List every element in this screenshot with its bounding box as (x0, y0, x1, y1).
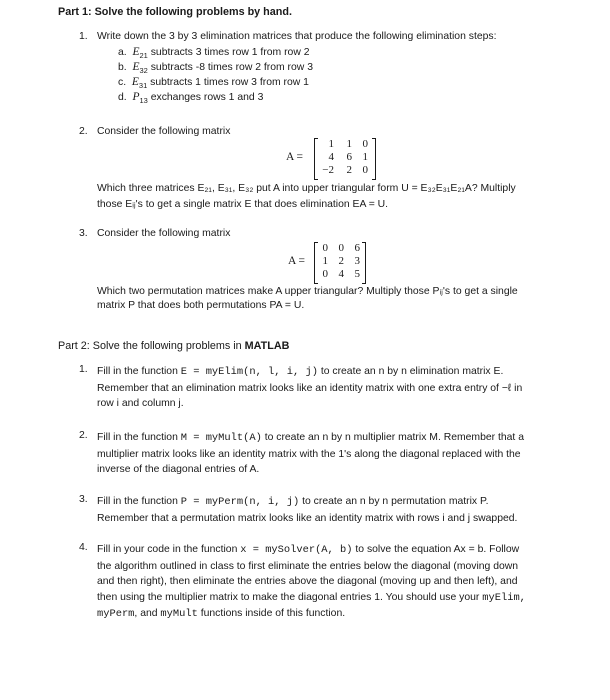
part2-q4-line3: and then right), then eliminate the entries above the diagonal (moving up and then left), and (97, 576, 518, 587)
part1-q1-number: 1. (79, 31, 88, 42)
part1-q2-number: 2. (79, 126, 88, 137)
matrix-cell: 0 (322, 242, 328, 254)
part2-q4-number: 4. (79, 542, 88, 553)
part2-q4-line1: Fill in your code in the function x = mySolver(A, b) to solve the equation Ax = b. Follow (97, 544, 520, 556)
matrix-right-bracket (372, 138, 376, 180)
matrix-cell: 2 (338, 255, 344, 267)
part1-q1-item-a: a. $E_{21}$ subtracts 3 times row 1 from row 2 (118, 46, 310, 61)
matrix-cell: 3 (354, 255, 360, 267)
part2-q2-line2: multiplier matrix looks like an identity matrix with the 1's along the diagonal replaced with the (97, 448, 521, 460)
part1-heading: Part 1: Solve the following problems by hand. (58, 6, 292, 18)
part1-q2-line1: Which three matrices E₂₁, E₃₁, E₃₂ put A into upper triangular form U = E₃₂E₃₁E₂₁A? Multiply (97, 183, 516, 194)
part2-q3-body (97, 494, 517, 526)
matrix-grid (318, 242, 368, 284)
part2-q1-line3: row i and column j. (97, 398, 184, 409)
part2-q1-body (97, 364, 522, 412)
matrix-cell: 5 (354, 268, 360, 280)
part1-q2-line2: those Eᵢⱼ's to get a single matrix E that does elimination EA = U. (97, 199, 389, 210)
matrix-label: A = (286, 151, 304, 163)
matrix-right-bracket (362, 242, 366, 284)
matrix-cell: 1 (346, 138, 352, 150)
matrix-cell: 1 (328, 138, 334, 150)
matrix-cell: 1 (322, 255, 328, 267)
part1-q1-text: Write down the 3 by 3 elimination matrices that produce the following elimination steps: (97, 31, 497, 42)
matrix-cell: 0 (322, 268, 328, 280)
part1-q2-matrix (286, 138, 386, 180)
part1-q3-line1: Which two permutation matrices make A upper triangular? Multiply those Pᵢⱼ's to get a single (97, 286, 518, 297)
matrix-cell: 1 (362, 151, 368, 163)
part2-q3-line2: Remember that a permutation matrix looks like an identity matrix with rows i and j swapped. (97, 512, 518, 524)
part2-heading: Part 2: Solve the following problems in MATLAB (58, 340, 290, 352)
part2-q1-line2: Remember that an elimination matrix looks like an identity matrix with one extra entry of −ℓ in (97, 382, 523, 394)
matrix-cell: 6 (346, 151, 352, 163)
part2-q3-line1: Fill in the function P = myPerm(n, i, j) to create an n by n permutation matrix P. (97, 496, 489, 508)
part1-q1-item-d: d. $P_{13}$ exchanges rows 1 and 3 (118, 91, 264, 106)
matrix-cell: 4 (328, 151, 334, 163)
matrix-cell: −2 (322, 164, 334, 176)
part1-q3-matrix (288, 242, 388, 284)
part2-q4-line5: myPerm, and myMult functions inside of this function. (97, 608, 346, 620)
matrix-cell: 0 (338, 242, 344, 254)
matrix-grid (318, 138, 370, 180)
part2-q2-line3: inverse of the diagonal entries of A. (97, 464, 260, 475)
matrix-cell: 4 (338, 268, 344, 280)
part2-q2-body (97, 430, 524, 478)
part1-q3-line2: matrix P that does both permutations PA = U. (97, 300, 305, 311)
matrix-cell: 0 (362, 164, 368, 176)
part2-q3-number: 3. (79, 494, 88, 505)
part1-q2-text: Consider the following matrix (97, 126, 231, 137)
part1-q1-item-c: c. $E_{31}$ subtracts 1 times row 3 from row 1 (118, 76, 309, 91)
part2-q2-number: 2. (79, 430, 88, 441)
part2-q4-line2: the algorithm outlined in class to first eliminate the entries below the diagonal (moving down (97, 560, 519, 572)
part2-q4-body (97, 542, 526, 623)
part2-q1-line1: Fill in the function E = myElim(n, l, i, j) to create an n by n elimination matrix E. (97, 366, 504, 378)
matrix-cell: 0 (362, 138, 368, 150)
matrix-cell: 2 (346, 164, 352, 176)
matrix-label: A = (288, 255, 306, 267)
part1-q3-number: 3. (79, 228, 88, 239)
part2-q1-number: 1. (79, 364, 88, 375)
part2-q4-line4: then using the multiplier matrix to make the diagonal entries 1. You should use your myElim, (97, 591, 526, 604)
part1-q3-text: Consider the following matrix (97, 228, 231, 239)
matrix-cell: 6 (354, 242, 360, 254)
part1-q1-item-b: b. $E_{32}$ subtracts -8 times row 2 from row 3 (118, 61, 313, 76)
part2-q2-line1: Fill in the function M = myMult(A) to create an n by n multiplier matrix M. Remember that a (97, 432, 524, 444)
